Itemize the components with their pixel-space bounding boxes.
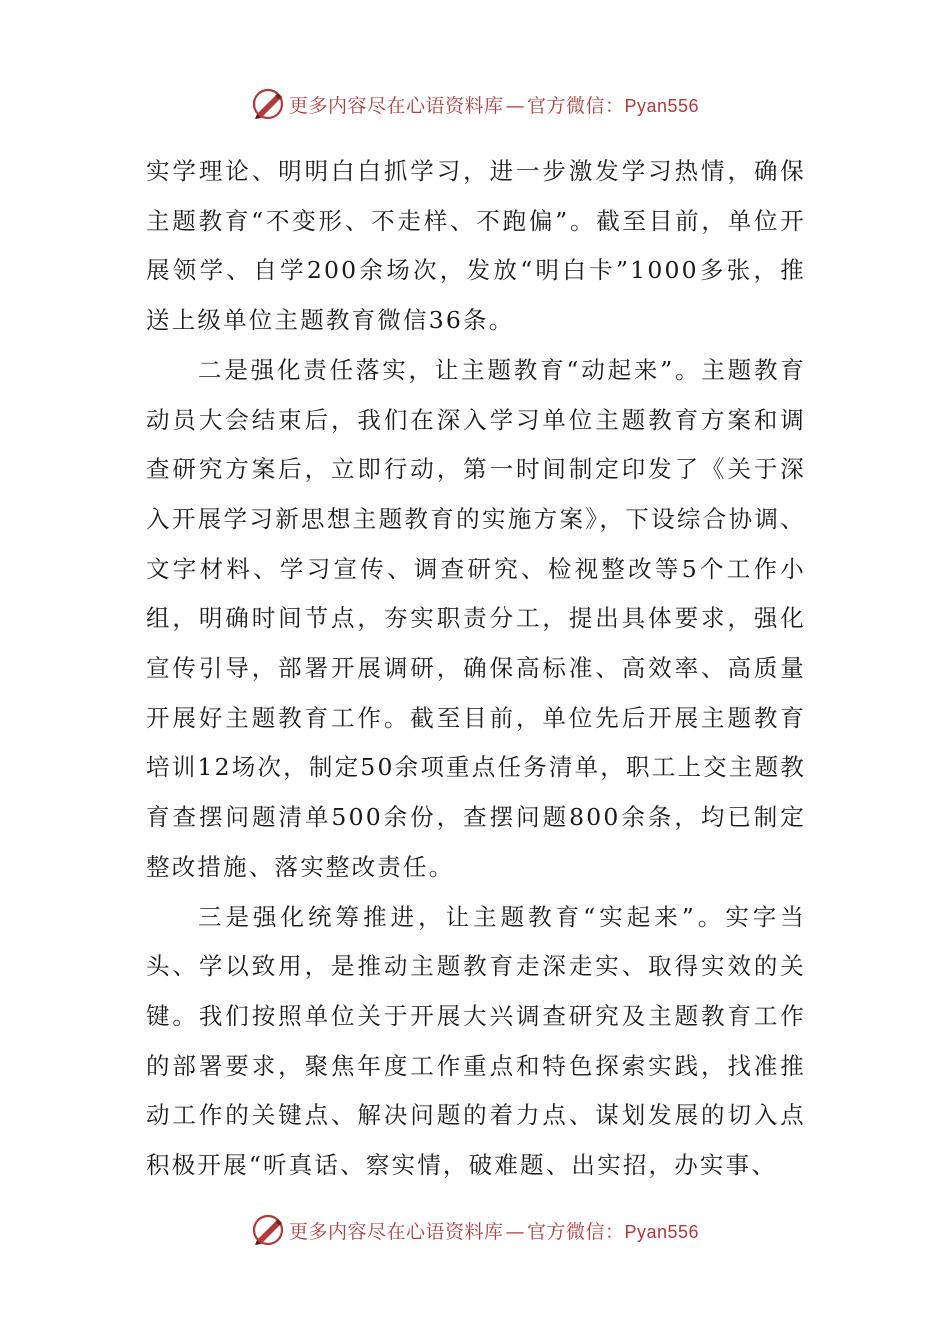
paragraph-2: 二是强化责任落实，让主题教育“动起来”。主题教育动员大会结束后，我们在深入学习单位主题教育方案和调查研究方案后，立即行动，第一时间制定印发了《关于深入开展学习新思想主题教育的实施方案》，下设综合协调、文字材料、学习宣传、调查研究、检视整改等5个工作小组，明确时间节点，夯实职责分工，提出具体要求，强化宣传引导，部署开展调研，确保高标准、高效率、高质量开展好主题教育工作。截至目前，单位先后开展主题教育培训12场次，制定50余项重点任务清单，职工上交主题教育查摆问题清单500余份，查摆问题800余条，均已制定整改措施、落实整改责任。 (146, 355, 806, 881)
header-watermark (0, 84, 950, 124)
watermark-wechat-id: Pyan556 (624, 1221, 700, 1242)
watermark-wechat-id: Pyan556 (624, 95, 700, 116)
paragraph-3: 三是强化统筹推进，让主题教育“实起来”。实字当头、学以致用，是推动主题教育走深走实、取得实效的关键。我们按照单位关于开展大兴调查研究及主题教育工作的部署要求，聚焦年度工作重点和特色探索实践，找准推动工作的关键点、解决问题的着力点、谋划发展的切入点积极开展“听真话、察实情，破难题、出实招，办实事、 (146, 902, 806, 1180)
pen-circle-logo-icon (251, 1213, 285, 1247)
footer-watermark (0, 1210, 950, 1250)
watermark-wechat-label: 官方微信： (526, 1220, 625, 1243)
paragraph-1: 实学理论、明明白白抓学习，进一步激发学习热情，确保主题教育“不变形、不走样、不跑偏”。截至目前，单位开展领学、自学200余场次，发放“明白卡”1000多张，推送上级单位主题教育微信36条。 (146, 157, 806, 335)
pen-circle-logo-icon (251, 87, 285, 121)
document-body (146, 147, 806, 1191)
watermark-text (289, 91, 699, 118)
watermark-site: 更多内容尽在心语资料库 (288, 94, 504, 117)
watermark-dash: — (505, 94, 525, 117)
watermark-site: 更多内容尽在心语资料库 (288, 1220, 504, 1243)
watermark-dash: — (505, 1220, 525, 1243)
watermark-wechat-label: 官方微信： (526, 94, 625, 117)
watermark-text (289, 1217, 699, 1244)
